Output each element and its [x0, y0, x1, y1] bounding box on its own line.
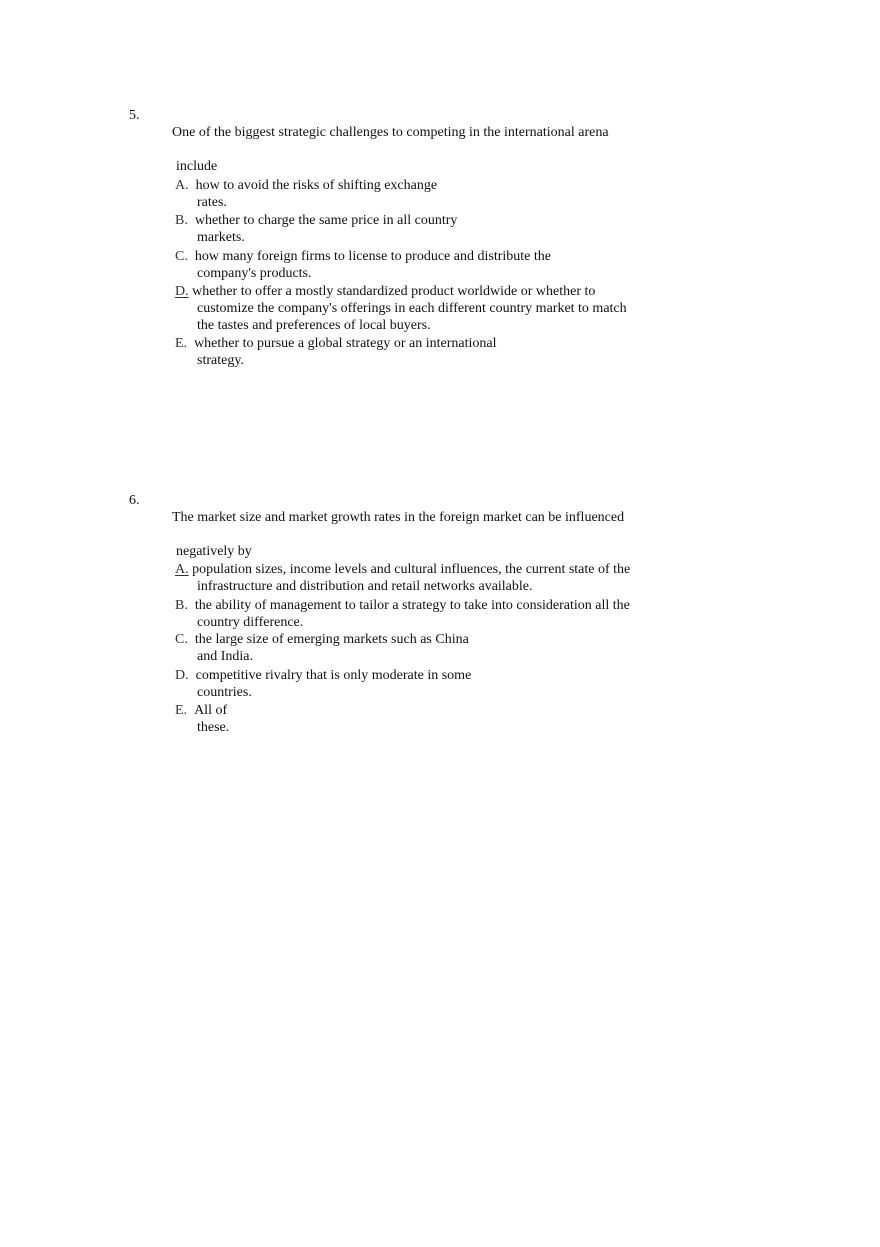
option-letter: A.	[175, 178, 189, 193]
option-c	[175, 248, 655, 282]
question-text-line-1: One of the biggest strategic challenges to competing in the international arena	[172, 125, 609, 140]
option-text-continued: countries.	[197, 685, 252, 700]
option-text: how to avoid the risks of shifting exchange	[195, 178, 438, 193]
option-letter-correct: A.	[175, 562, 189, 577]
option-text: All of	[194, 703, 228, 718]
option-letter: E.	[175, 336, 188, 351]
option-text: how many foreign firms to license to produce and distribute the	[194, 249, 551, 264]
option-text-continued: the tastes and preferences of local buyers.	[197, 318, 431, 333]
option-text-continued: rates.	[197, 195, 227, 210]
option-a	[175, 177, 655, 211]
option-text-continued: company's products.	[197, 266, 312, 281]
option-b	[175, 597, 655, 631]
option-letter: B.	[175, 213, 188, 228]
option-text-continued: these.	[197, 720, 230, 735]
option-text-continued: strategy.	[197, 353, 244, 368]
option-d	[175, 283, 655, 334]
question-text-line-2: include	[176, 159, 218, 174]
question-text-line-1: The market size and market growth rates in the foreign market can be influenced	[172, 510, 625, 525]
option-b	[175, 212, 655, 246]
option-text-continued: customize the company's offerings in each different country market to match	[197, 301, 627, 316]
option-letter: E.	[175, 703, 188, 718]
option-text: the large size of emerging markets such as China	[194, 632, 469, 647]
option-d	[175, 667, 655, 701]
option-text: whether to pursue a global strategy or an international	[194, 336, 497, 351]
option-text-continued: markets.	[197, 230, 245, 245]
option-letter: B.	[175, 598, 188, 613]
question-text-line-2: negatively by	[176, 544, 252, 559]
option-text: competitive rivalry that is only moderate in some	[195, 668, 472, 683]
option-text-continued: infrastructure and distribution and retail networks available.	[197, 579, 533, 594]
option-letter: C.	[175, 632, 188, 647]
option-text: the ability of management to tailor a strategy to take into consideration all the	[194, 598, 630, 613]
option-letter-correct: D.	[175, 284, 189, 299]
option-letter: D.	[175, 668, 189, 683]
option-text: population sizes, income levels and cultural influences, the current state of the	[192, 562, 631, 577]
option-e	[175, 702, 655, 736]
option-text-continued: country difference.	[197, 615, 304, 630]
question-number: 5.	[129, 108, 140, 123]
option-c	[175, 631, 655, 665]
option-e	[175, 335, 655, 369]
option-text: whether to charge the same price in all country	[194, 213, 458, 228]
option-text-continued: and India.	[197, 649, 253, 664]
option-a	[175, 561, 655, 595]
question-number: 6.	[129, 493, 140, 508]
option-text: whether to offer a mostly standardized product worldwide or whether to	[192, 284, 596, 299]
option-letter: C.	[175, 249, 188, 264]
